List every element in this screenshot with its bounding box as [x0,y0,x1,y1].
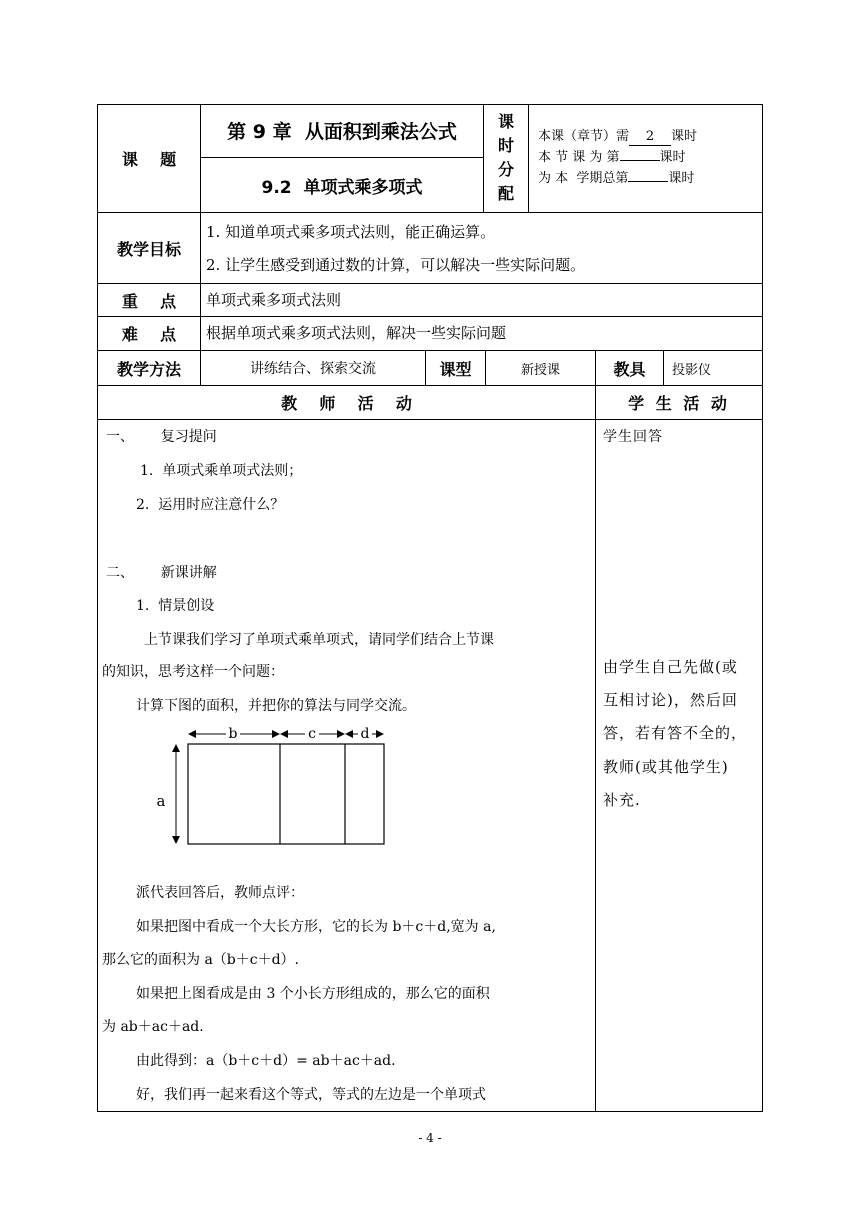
student-answer-line: 补充. [603,791,641,809]
paragraph-line: 那么它的面积为 a（b＋c＋d）. [102,952,300,968]
section-review-title: 一、 复习提问 [106,429,217,445]
goals-label: 教学目标 [116,239,181,259]
review-question: 2. 运用时应注意什么？ [136,497,285,513]
label-c: c [308,726,316,742]
difficulty-text: 根据单项式乘多项式法则，解决一些实际问题 [206,324,507,342]
hours-allocation-label [484,104,528,212]
hours-allocation [538,126,760,189]
teacher-activity-header: 教 师 活 动 [281,394,412,413]
hours-label-char: 分 [497,160,514,179]
method-value: 讲练结合、探索交流 [250,361,376,377]
paragraph-line: 计算下图的面积，并把你的算法与同学交流。 [136,698,416,714]
topic-label: 课 题 [121,149,177,169]
teaching-tool-label: 教具 [613,359,646,379]
hours-label-char: 配 [497,184,514,203]
large-rectangle [188,744,384,844]
student-answer-line: 教师(或其他学生) [603,758,729,776]
hours-label-char: 时 [497,136,514,155]
hours-current-value [620,160,660,161]
key-point-text: 单项式乘多项式法则 [206,291,342,309]
section-new-lesson-title: 二、 新课讲解 [106,565,217,581]
hours-total-value: 2 [629,129,671,146]
student-answer-line: 答，若有答不全的， [603,724,748,742]
goal-item: 1. 知道单项式乘多项式法则，能正确运算。 [206,223,496,241]
area-diagram [150,722,400,852]
key-point-label: 重 点 [121,291,177,311]
grid-line [663,350,664,385]
hours-line-3: 为 本 学期总第 课时 [538,171,695,186]
paragraph-line: 派代表回答后，教师点评： [136,885,304,901]
difficulty-label: 难 点 [121,325,177,344]
hours-line-1: 本课（章节）需 2 课时 [538,129,698,144]
table-border-bottom [97,1111,763,1112]
grid-line [528,104,529,212]
class-type-value: 新授课 [520,362,560,378]
student-answer-line: 由学生自己先做(或 [603,658,738,676]
page-number: - 4 - [418,1131,442,1145]
paragraph-line: 如果把上图看成是由 3 个小长方形组成的，那么它的面积 [136,986,490,1002]
chapter-title: 第 9 章 从面积到乘法公式 [227,121,457,143]
hours-semester-value [628,181,668,182]
paragraph-line: 的知识，思考这样一个问题： [102,664,284,680]
paragraph-line: 如果把图中看成一个大长方形，它的长为 b＋c＋d,宽为 a, [136,919,496,935]
class-type-label: 课型 [439,359,472,379]
hours-label-char: 课 [497,112,514,131]
student-answer: 学生回答 [603,429,663,445]
review-question: 1. 单项式乘单项式法则； [140,463,303,479]
subsection-title: 1. 情景创设 [136,598,215,614]
goal-item: 2. 让学生感受到通过数的计算，可以解决一些实际问题。 [206,256,586,274]
paragraph-line: 由此得到：a（b＋c＋d）= ab＋ac＋ad. [136,1053,396,1069]
section-title: 9.2 单项式乘多项式 [261,177,423,198]
hours-line-2: 本 节 课 为 第 课时 [538,150,686,165]
student-answer-line: 互相讨论)，然后回 [603,691,738,709]
paragraph-line: 好，我们再一起来看这个等式，等式的左边是一个单项式 [136,1087,486,1103]
paragraph-line: 上节课我们学习了单项式乘单项式，请同学们结合上节课 [144,632,494,648]
grid-line [595,385,596,1112]
grid-line [97,419,763,420]
student-activity-header: 学 生 活 动 [628,394,730,413]
teaching-tool-value: 投影仪 [672,362,712,378]
paragraph-line: 为 ab＋ac＋ad. [102,1019,204,1035]
label-d: d [360,726,370,742]
table-border-right [762,104,763,1112]
label-a: a [156,792,166,810]
method-label: 教学方法 [116,359,181,379]
label-b: b [228,726,238,742]
